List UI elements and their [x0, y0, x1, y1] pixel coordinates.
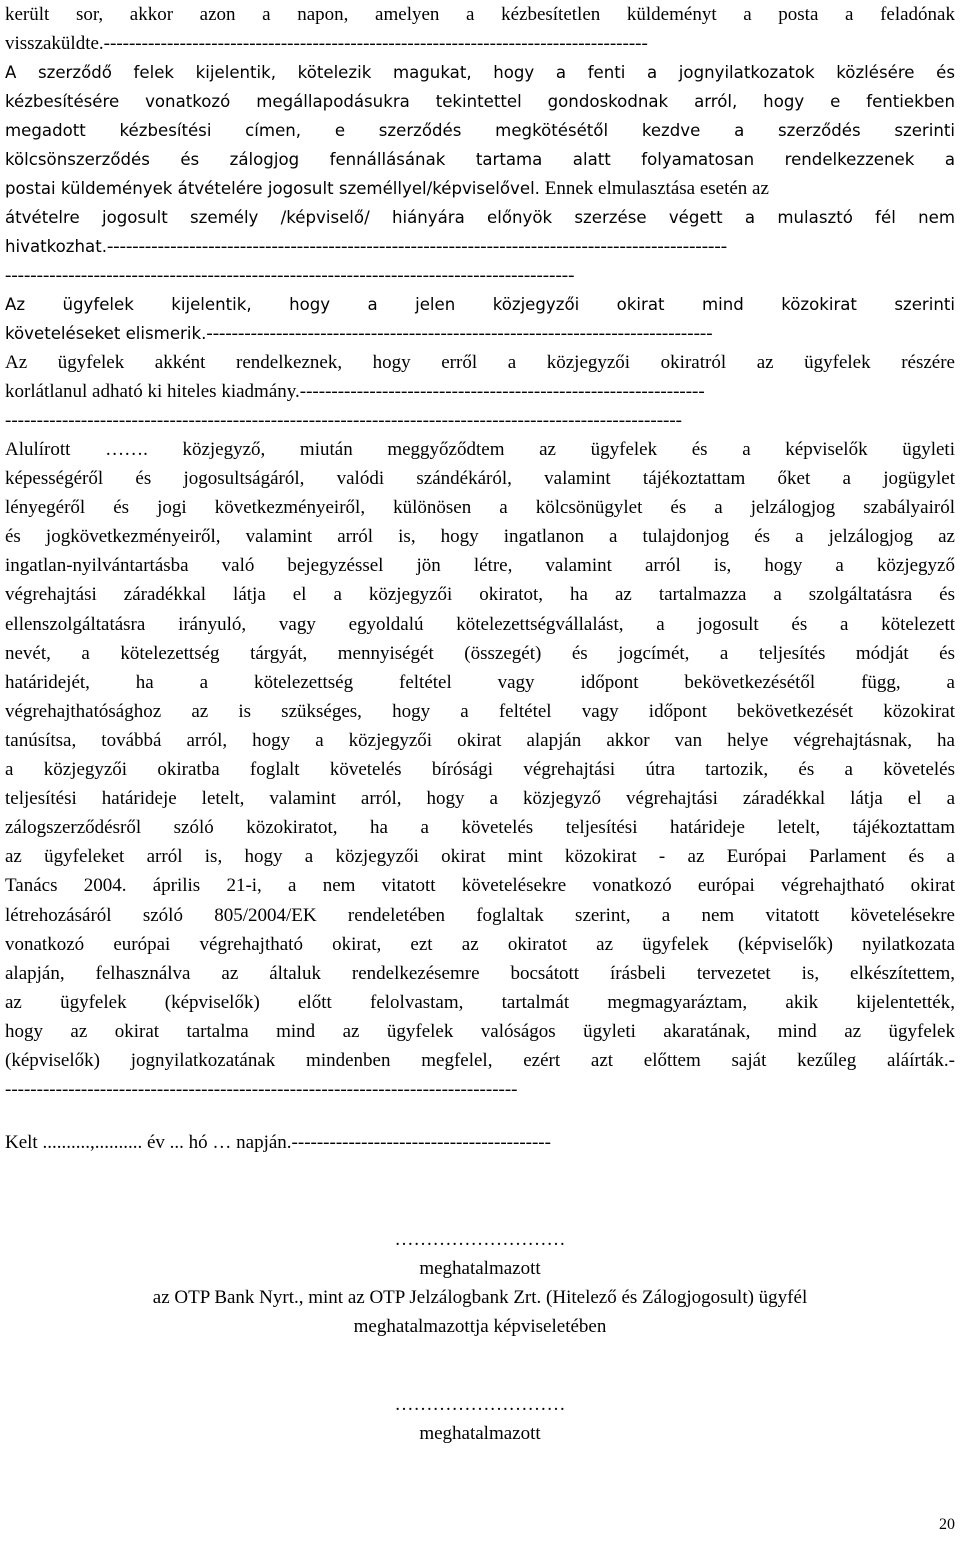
paragraph: [5, 348, 955, 435]
text-line: [5, 988, 955, 1017]
line-text: és jogkövetkezményeiről, valamint arról is, hogy ingatlanon a tulajdonjog és a jelzálogjog az: [5, 526, 955, 548]
paragraph: [5, 1128, 955, 1157]
page-number: 20: [939, 1516, 955, 1533]
line-text: végrehajthatósághoz az is szükséges, hogy a feltétel vagy időpont bekövetkezését közokirat: [5, 700, 955, 722]
text-line: [5, 290, 955, 319]
text-line: [5, 493, 955, 522]
line-text: Alulírott ……. közjegyző, miután meggyőződtem az ügyfelek és a képviselők ügyleti: [5, 439, 955, 460]
text-line: [5, 406, 955, 435]
signature-line: ………………………: [394, 1394, 566, 1415]
line-text: -----------------------------------------------------------------------------------------------------------: [5, 410, 683, 432]
signature-block: [5, 1225, 955, 1341]
text-line: [5, 639, 955, 668]
paragraph: [5, 435, 955, 1104]
text-line: [5, 726, 955, 755]
signature-caption: meghatalmazottja képviseletében: [353, 1316, 607, 1338]
line-text: Az ügyfelek akként rendelkeznek, hogy erről a közjegyzői okiratról az ügyfelek részére: [5, 352, 955, 373]
text-line: [5, 261, 955, 290]
signature-caption: meghatalmazott: [419, 1423, 541, 1445]
line-text: képességéről és jogosultságáról, valódi szándékáról, valamint tájékoztattam őket a jogügylet: [5, 468, 955, 490]
text-line: [5, 58, 955, 87]
signature-caption: meghatalmazott: [419, 1258, 541, 1280]
line-text: teljesítési határideje letelt, valamint arról, hogy a közjegyző végrehajtási záradékkal látja el a: [5, 788, 955, 810]
line-text: visszaküldte.--------------------------------------------------------------------------------------: [5, 33, 648, 55]
paragraph: [5, 58, 955, 203]
text-line: [5, 232, 955, 261]
signature-caption: az OTP Bank Nyrt., mint az OTP Jelzálogbank Zrt. (Hitelező és Zálogjogosult) ügyfél: [152, 1287, 808, 1309]
text-line: [5, 930, 955, 959]
text-line: [5, 319, 955, 348]
document-page: [5, 0, 955, 1541]
line-text: átvételre jogosult személy /képviselő/ hiányára előnyök szerzése végett a mulasztó fél nem: [5, 208, 955, 227]
line-text: létrehozásáról szóló 805/2004/EK rendeletében foglaltak szerint, a nem vitatott követelésekre: [5, 904, 955, 926]
line-text: az ügyfeleket arról is, hogy a közjegyzői okirat mint közokirat - az Európai Parlament és a: [5, 846, 955, 868]
line-text: Az ügyfelek kijelentik, hogy a jelen közjegyzői okirat mind közokirat szerinti: [5, 295, 955, 314]
text-line: [5, 755, 955, 784]
line-text: vonatkozó európai végrehajtható okirat, ezt az okiratot az ügyfelek (képviselők) nyilatkozata: [5, 933, 955, 955]
line-tail: --------------------------------------------------------------------------------: [206, 323, 713, 345]
text-line: [5, 1075, 955, 1104]
text-line: [5, 348, 955, 377]
text-line: [5, 145, 955, 174]
line-text: Tanács 2004. április 21-i, a nem vitatott követelésekre vonatkozó európai végrehajtható okirat: [5, 875, 955, 897]
text-line: [5, 116, 955, 145]
paragraph: [5, 203, 955, 261]
text-line: [5, 842, 955, 871]
line-text: hogy az okirat tartalma mind az ügyfelek valóságos ügyleti akaratának, mind az ügyfelek: [5, 1020, 955, 1042]
line-tail: --------------------------------------------------------------------------------------------------: [106, 236, 728, 258]
paragraph: [5, 0, 955, 58]
line-text: ingatlan-nyilvántartásba való bejegyzéssel jön létre, valamint arról is, hogy a közjegyző: [5, 555, 955, 577]
text-line: [5, 1128, 955, 1157]
line-text: alapján, felhasználva az általuk rendelkezésemre bocsátott írásbeli tervezetet is, elkészítettem,: [5, 962, 955, 984]
line-text: zálogszerződésről szóló közokiratot, ha a követelés teljesítési határideje letelt, tájékoztattam: [5, 817, 955, 839]
paragraph: [5, 261, 955, 290]
text-line: [5, 0, 955, 29]
text-line: [5, 29, 955, 58]
line-text: A szerződő felek kijelentik, kötelezik magukat, hogy a fenti a jognyilatkozatok közlésére és: [5, 63, 955, 82]
signature-line: ………………………: [394, 1229, 566, 1250]
signature-block: [5, 1390, 955, 1448]
line-text: postai küldemények átvételére jogosult személlyel/képviselővel.: [5, 179, 540, 199]
text-line: [5, 871, 955, 900]
line-text: Kelt ..........,.......... év ... hó … napján.-----------------------------------------: [5, 1132, 551, 1153]
line-text: határidejét, ha a kötelezettség feltétel vagy időpont bekövetkezésétől függ, a: [5, 671, 955, 693]
text-line: [5, 784, 955, 813]
text-line: [5, 1046, 955, 1075]
line-text: ---------------------------------------------------------------------------------: [5, 1079, 518, 1101]
line-text: kézbesítésére vonatkozó megállapodásukra tekintettel gondoskodnak arról, hogy e fentiekben: [5, 92, 955, 112]
paragraph: [5, 290, 955, 348]
text-line: [5, 522, 955, 551]
line-text: nevét, a kötelezettség tárgyát, mennyiségét (összegét) és jogcímét, a teljesítés módját és: [5, 642, 955, 664]
text-line: [5, 174, 955, 203]
text-line: [5, 464, 955, 493]
text-line: [5, 377, 955, 406]
text-line: [5, 551, 955, 580]
line-text: korlátlanul adható ki hiteles kiadmány.----------------------------------------------------------------: [5, 381, 705, 403]
text-line: [5, 959, 955, 988]
text-line: [5, 435, 955, 464]
line-text: kölcsönszerződés és zálogjog fennállásának tartama alatt folyamatosan rendelkezzenek a: [5, 150, 955, 170]
text-line: [5, 668, 955, 697]
line-text: hivatkozhat.: [5, 237, 107, 257]
line-text: a közjegyzői okiratba foglalt követelés bírósági végrehajtási útra tartozik, és a követelés: [5, 759, 955, 781]
line-text: az ügyfelek (képviselők) előtt felolvastam, tartalmát megmagyaráztam, akik kijelentették,: [5, 991, 955, 1013]
text-line: [5, 901, 955, 930]
text-line: [5, 580, 955, 609]
text-line: [5, 1017, 955, 1046]
line-text: követeléseket elismerik.: [5, 324, 207, 344]
line-text: végrehajtási záradékkal látja el a közjegyzői okiratot, ha az tartalmazza a szolgáltatásra és: [5, 584, 955, 606]
text-line: [5, 87, 955, 116]
line-text: (képviselők) jognyilatkozatának mindenben megfelel, ezért azt előttem saját kezűleg aláírták.-: [5, 1049, 955, 1071]
line-text: megadott kézbesítési címen, e szerződés megkötésétől kezdve a szerződés szerinti: [5, 121, 955, 141]
line-text: ------------------------------------------------------------------------------------------: [5, 265, 575, 286]
line-text: tanúsítsa, továbbá arról, hogy a közjegyzői okirat alapján akkor van helye végrehajtásnak, ha: [5, 729, 955, 751]
line-text: lényegéről és jogi következményeiről, különösen a kölcsönügylet és a jelzálogjog szabályairól: [5, 497, 955, 519]
line-tail: Ennek elmulasztása esetén az: [539, 178, 769, 200]
line-text: ellenszolgáltatásra irányuló, vagy egyoldalú kötelezettségvállalást, a jogosult és a kötelezett: [5, 613, 955, 635]
text-line: [5, 610, 955, 639]
text-line: [5, 697, 955, 726]
text-line: [5, 203, 955, 232]
line-text: került sor, akkor azon a napon, amelyen a kézbesítetlen küldeményt a posta a feladónak: [5, 4, 955, 25]
text-line: [5, 813, 955, 842]
